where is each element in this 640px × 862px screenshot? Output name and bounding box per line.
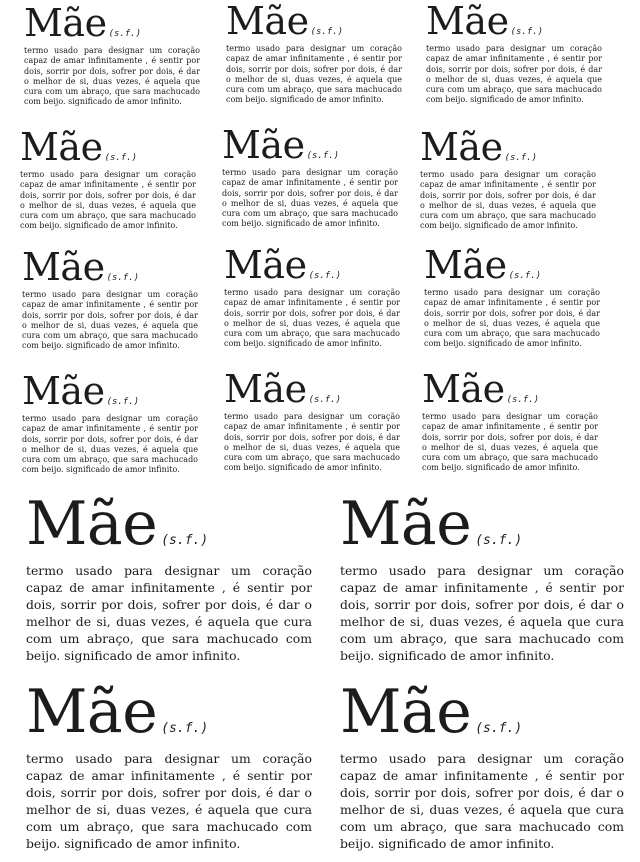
headword: Mãe [20, 128, 103, 169]
definition-card [422, 370, 598, 474]
part-of-speech: (s.f.) [310, 27, 344, 37]
definition-text: termo usado para designar um coração capaz de amar infinitamente , é sentir por dois, sorrir por dois, sofrer por dois, é dar o melhor de si, duas vezes, é aquela que cura com um abraço, que sara machucado com beijo. significado de amor infinito. [224, 288, 400, 349]
headword: Mãe [26, 494, 158, 559]
definition-text: termo usado para designar um coração capaz de amar infinitamente , é sentir por dois, sorrir por dois, sofrer por dois, é dar o melhor de si, duas vezes, é aquela que cura com um abraço, que sara machucado com beijo. significado de amor infinito. [340, 751, 624, 851]
part-of-speech: (s.f.) [475, 533, 523, 548]
definition-card [222, 126, 398, 230]
definition-card [26, 494, 312, 664]
part-of-speech: (s.f.) [108, 29, 142, 39]
headword: Mãe [22, 248, 105, 289]
definition-text: termo usado para designar um coração capaz de amar infinitamente , é sentir por dois, sorrir por dois, sofrer por dois, é dar o melhor de si, duas vezes, é aquela que cura com um abraço, que sara machucado com beijo. significado de amor infinito. [340, 563, 624, 663]
card-heading [22, 248, 198, 289]
part-of-speech: (s.f.) [506, 395, 540, 405]
card-heading [20, 128, 196, 169]
card-heading [424, 246, 600, 287]
part-of-speech: (s.f.) [306, 151, 340, 161]
part-of-speech: (s.f.) [106, 273, 140, 283]
headword: Mãe [224, 246, 307, 287]
definition-card [340, 682, 624, 852]
card-heading [426, 2, 602, 43]
card-heading [26, 682, 312, 747]
headword: Mãe [340, 682, 472, 747]
part-of-speech: (s.f.) [508, 271, 542, 281]
headword: Mãe [420, 128, 503, 169]
headword: Mãe [422, 370, 505, 411]
headword: Mãe [426, 2, 509, 43]
card-heading [224, 246, 400, 287]
definition-text: termo usado para designar um coração capaz de amar infinitamente , é sentir por dois, sorrir por dois, sofrer por dois, é dar o melhor de si, duas vezes, é aquela que cura com um abraço, que sara machucado com beijo. significado de amor infinito. [24, 46, 200, 107]
definition-text: termo usado para designar um coração capaz de amar infinitamente , é sentir por dois, sorrir por dois, sofrer por dois, é dar o melhor de si, duas vezes, é aquela que cura com um abraço, que sara machucado com beijo. significado de amor infinito. [424, 288, 600, 349]
definition-text: termo usado para designar um coração capaz de amar infinitamente , é sentir por dois, sorrir por dois, sofrer por dois, é dar o melhor de si, duas vezes, é aquela que cura com um abraço, que sara machucado com beijo. significado de amor infinito. [420, 170, 596, 231]
card-heading [422, 370, 598, 411]
definition-text: termo usado para designar um coração capaz de amar infinitamente , é sentir por dois, sorrir por dois, sofrer por dois, é dar o melhor de si, duas vezes, é aquela que cura com um abraço, que sara machucado com beijo. significado de amor infinito. [226, 44, 402, 105]
definition-card [224, 246, 400, 350]
definition-text: termo usado para designar um coração capaz de amar infinitamente , é sentir por dois, sorrir por dois, sofrer por dois, é dar o melhor de si, duas vezes, é aquela que cura com um abraço, que sara machucado com beijo. significado de amor infinito. [22, 290, 198, 351]
headword: Mãe [226, 2, 309, 43]
card-heading [340, 682, 624, 747]
card-heading [26, 494, 312, 559]
definition-card [22, 248, 198, 352]
definition-text: termo usado para designar um coração capaz de amar infinitamente , é sentir por dois, sorrir por dois, sofrer por dois, é dar o melhor de si, duas vezes, é aquela que cura com um abraço, que sara machucado com beijo. significado de amor infinito. [426, 44, 602, 105]
headword: Mãe [424, 246, 507, 287]
definition-card [420, 128, 596, 232]
headword: Mãe [224, 370, 307, 411]
definition-text: termo usado para designar um coração capaz de amar infinitamente , é sentir por dois, sorrir por dois, sofrer por dois, é dar o melhor de si, duas vezes, é aquela que cura com um abraço, que sara machucado com beijo. significado de amor infinito. [224, 412, 400, 473]
part-of-speech: (s.f.) [106, 397, 140, 407]
headword: Mãe [24, 4, 107, 45]
headword: Mãe [26, 682, 158, 747]
part-of-speech: (s.f.) [510, 27, 544, 37]
card-heading [224, 370, 400, 411]
definition-card [26, 682, 312, 852]
part-of-speech: (s.f.) [161, 721, 209, 736]
definition-card [20, 128, 196, 232]
definition-card [22, 372, 198, 476]
part-of-speech: (s.f.) [475, 721, 523, 736]
card-heading [24, 4, 200, 45]
headword: Mãe [22, 372, 105, 413]
definition-card [24, 4, 200, 108]
part-of-speech: (s.f.) [504, 153, 538, 163]
definition-card [424, 246, 600, 350]
part-of-speech: (s.f.) [308, 395, 342, 405]
definition-text: termo usado para designar um coração capaz de amar infinitamente , é sentir por dois, sorrir por dois, sofrer por dois, é dar o melhor de si, duas vezes, é aquela que cura com um abraço, que sara machucado com beijo. significado de amor infinito. [20, 170, 196, 231]
part-of-speech: (s.f.) [104, 153, 138, 163]
definition-card [226, 2, 402, 106]
card-heading [22, 372, 198, 413]
part-of-speech: (s.f.) [308, 271, 342, 281]
definition-text: termo usado para designar um coração capaz de amar infinitamente , é sentir por dois, sorrir por dois, sofrer por dois, é dar o melhor de si, duas vezes, é aquela que cura com um abraço, que sara machucado com beijo. significado de amor infinito. [22, 414, 198, 475]
definition-card [224, 370, 400, 474]
card-heading [420, 128, 596, 169]
headword: Mãe [222, 126, 305, 167]
card-heading [340, 494, 624, 559]
card-heading [222, 126, 398, 167]
definition-card [426, 2, 602, 106]
headword: Mãe [340, 494, 472, 559]
definition-text: termo usado para designar um coração capaz de amar infinitamente , é sentir por dois, sorrir por dois, sofrer por dois, é dar o melhor de si, duas vezes, é aquela que cura com um abraço, que sara machucado com beijo. significado de amor infinito. [26, 563, 312, 663]
part-of-speech: (s.f.) [161, 533, 209, 548]
definition-text: termo usado para designar um coração capaz de amar infinitamente , é sentir por dois, sorrir por dois, sofrer por dois, é dar o melhor de si, duas vezes, é aquela que cura com um abraço, que sara machucado com beijo. significado de amor infinito. [26, 751, 312, 851]
definition-text: termo usado para designar um coração capaz de amar infinitamente , é sentir por dois, sorrir por dois, sofrer por dois, é dar o melhor de si, duas vezes, é aquela que cura com um abraço, que sara machucado com beijo. significado de amor infinito. [422, 412, 598, 473]
definition-text: termo usado para designar um coração capaz de amar infinitamente , é sentir por dois, sorrir por dois, sofrer por dois, é dar o melhor de si, duas vezes, é aquela que cura com um abraço, que sara machucado com beijo. significado de amor infinito. [222, 168, 398, 229]
card-heading [226, 2, 402, 43]
definition-card [340, 494, 624, 664]
